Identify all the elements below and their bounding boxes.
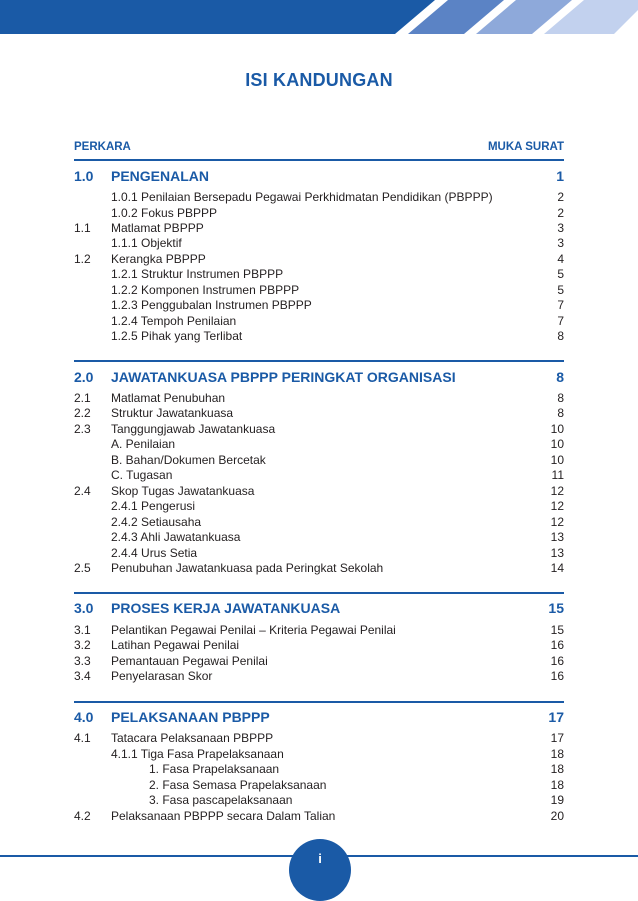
row-page: 18 bbox=[550, 747, 564, 761]
section-title: JAWATANKUASA PBPPP PERINGKAT ORGANISASI bbox=[111, 369, 456, 385]
row-number: 2.1 bbox=[74, 391, 91, 405]
section-number: 1.0 bbox=[74, 168, 94, 184]
row-label: Struktur Jawatankuasa bbox=[111, 406, 234, 420]
toc-row bbox=[0, 437, 638, 452]
row-label: 1.0.2 Fokus PBPPP bbox=[111, 206, 218, 220]
row-page: 10 bbox=[550, 453, 564, 467]
toc-row bbox=[0, 793, 638, 808]
row-page: 3 bbox=[557, 221, 564, 235]
row-number: 2.2 bbox=[74, 406, 91, 420]
toc-row bbox=[0, 468, 638, 483]
page-title: ISI KANDUNGAN bbox=[245, 70, 393, 90]
section-number: 2.0 bbox=[74, 369, 94, 385]
row-label: Matlamat PBPPP bbox=[111, 221, 204, 235]
toc-row bbox=[0, 391, 638, 406]
row-page: 13 bbox=[550, 546, 564, 560]
row-number: 2.3 bbox=[74, 422, 91, 436]
toc-row bbox=[0, 546, 638, 561]
row-page: 8 bbox=[557, 406, 564, 420]
row-number: 1.1 bbox=[74, 221, 91, 235]
row-number: 2.5 bbox=[74, 561, 91, 575]
row-label: 2.4.1 Pengerusi bbox=[111, 499, 196, 513]
toc-row bbox=[0, 654, 638, 669]
page-number: i bbox=[318, 851, 322, 866]
row-page: 10 bbox=[550, 437, 564, 451]
row-label: Tanggungjawab Jawatankuasa bbox=[111, 422, 276, 436]
row-number: 3.4 bbox=[74, 669, 91, 683]
row-page: 12 bbox=[550, 515, 564, 529]
row-label: 3. Fasa pascapelaksanaan bbox=[149, 793, 293, 807]
row-page: 16 bbox=[550, 638, 564, 652]
header-banner bbox=[0, 0, 638, 34]
row-page: 12 bbox=[550, 484, 564, 498]
row-page: 2 bbox=[557, 190, 564, 204]
divider bbox=[74, 592, 564, 594]
row-label: Pelaksanaan PBPPP secara Dalam Talian bbox=[111, 809, 336, 823]
toc-row bbox=[0, 283, 638, 298]
row-label: 1.2.3 Penggubalan Instrumen PBPPP bbox=[111, 298, 312, 312]
toc-row bbox=[0, 638, 638, 653]
row-page: 13 bbox=[550, 530, 564, 544]
row-page: 15 bbox=[550, 623, 564, 637]
divider bbox=[74, 701, 564, 703]
row-page: 2 bbox=[557, 206, 564, 220]
row-label: Pelantikan Pegawai Penilai – Kriteria Pegawai Penilai bbox=[111, 623, 396, 637]
row-page: 8 bbox=[557, 391, 564, 405]
row-label: 1.2.1 Struktur Instrumen PBPPP bbox=[111, 267, 284, 281]
row-page: 4 bbox=[557, 252, 564, 266]
row-number: 4.2 bbox=[74, 809, 91, 823]
row-page: 7 bbox=[557, 298, 564, 312]
row-number: 3.1 bbox=[74, 623, 91, 637]
row-label: C. Tugasan bbox=[111, 468, 173, 482]
row-page: 7 bbox=[557, 314, 564, 328]
toc-row bbox=[0, 236, 638, 251]
divider bbox=[74, 360, 564, 362]
toc-row bbox=[0, 252, 638, 267]
row-label: Skop Tugas Jawatankuasa bbox=[111, 484, 255, 498]
row-page: 12 bbox=[550, 499, 564, 513]
toc-row bbox=[0, 731, 638, 746]
row-page: 5 bbox=[557, 283, 564, 297]
toc-row bbox=[0, 298, 638, 313]
row-label: 2.4.3 Ahli Jawatankuasa bbox=[111, 530, 241, 544]
toc-row bbox=[0, 329, 638, 344]
toc-row bbox=[0, 314, 638, 329]
row-page: 17 bbox=[550, 731, 564, 745]
divider bbox=[74, 159, 564, 161]
row-number: 3.2 bbox=[74, 638, 91, 652]
row-label: Penubuhan Jawatankuasa pada Peringkat Sekolah bbox=[111, 561, 384, 575]
section-page: 17 bbox=[548, 709, 564, 725]
row-label: 2.4.4 Urus Setia bbox=[111, 546, 198, 560]
toc-row bbox=[0, 530, 638, 545]
row-page: 5 bbox=[557, 267, 564, 281]
row-page: 3 bbox=[557, 236, 564, 250]
row-label: Latihan Pegawai Penilai bbox=[111, 638, 240, 652]
toc-row bbox=[0, 762, 638, 777]
row-number: 3.3 bbox=[74, 654, 91, 668]
row-page: 19 bbox=[550, 793, 564, 807]
toc-row bbox=[0, 669, 638, 684]
row-page: 10 bbox=[550, 422, 564, 436]
row-label: Pemantauan Pegawai Penilai bbox=[111, 654, 268, 668]
row-page: 14 bbox=[550, 561, 564, 575]
toc-row bbox=[0, 221, 638, 236]
section-number: 3.0 bbox=[74, 600, 94, 616]
section-page: 15 bbox=[548, 600, 564, 616]
toc-row bbox=[0, 484, 638, 499]
row-label: 1.2.4 Tempoh Penilaian bbox=[111, 314, 237, 328]
row-label: Penyelarasan Skor bbox=[111, 669, 213, 683]
toc-row bbox=[0, 453, 638, 468]
row-page: 16 bbox=[550, 654, 564, 668]
toc-row bbox=[0, 623, 638, 638]
row-label: 2. Fasa Semasa Prapelaksanaan bbox=[149, 778, 327, 792]
column-header-perkara: PERKARA bbox=[74, 141, 131, 153]
row-label: 1. Fasa Prapelaksanaan bbox=[149, 762, 280, 776]
row-label: B. Bahan/Dokumen Bercetak bbox=[111, 453, 266, 467]
toc-row bbox=[0, 267, 638, 282]
row-page: 8 bbox=[557, 329, 564, 343]
row-label: Kerangka PBPPP bbox=[111, 252, 206, 266]
column-header-muka-surat: MUKA SURAT bbox=[487, 141, 564, 153]
section-page: 1 bbox=[556, 168, 564, 184]
row-label: 1.1.1 Objektif bbox=[111, 236, 182, 250]
row-page: 18 bbox=[550, 762, 564, 776]
row-page: 20 bbox=[550, 809, 564, 823]
toc-row bbox=[0, 809, 638, 824]
row-page: 11 bbox=[551, 468, 564, 482]
toc-row bbox=[0, 206, 638, 221]
section-page: 8 bbox=[556, 369, 564, 385]
row-label: 1.2.2 Komponen Instrumen PBPPP bbox=[111, 283, 300, 297]
row-number: 1.2 bbox=[74, 252, 91, 266]
section-title: PELAKSANAAN PBPPP bbox=[111, 709, 270, 725]
row-number: 4.1 bbox=[74, 731, 91, 745]
section-number: 4.0 bbox=[74, 709, 94, 725]
row-label: 1.0.1 Penilaian Bersepadu Pegawai Perkhidmatan Pendidikan (PBPPP) bbox=[111, 190, 493, 204]
toc-row bbox=[0, 747, 638, 762]
row-label: Matlamat Penubuhan bbox=[111, 391, 226, 405]
toc-row bbox=[0, 190, 638, 205]
toc-row bbox=[0, 406, 638, 421]
row-label: 2.4.2 Setiausaha bbox=[111, 515, 202, 529]
toc-row bbox=[0, 778, 638, 793]
section-title: PENGENALAN bbox=[111, 168, 210, 184]
row-number: 2.4 bbox=[74, 484, 91, 498]
toc-row bbox=[0, 422, 638, 437]
toc-row bbox=[0, 561, 638, 576]
toc-row bbox=[0, 499, 638, 514]
section-title: PROSES KERJA JAWATANKUASA bbox=[111, 600, 341, 616]
row-label: 1.2.5 Pihak yang Terlibat bbox=[111, 329, 243, 343]
row-label: 4.1.1 Tiga Fasa Prapelaksanaan bbox=[111, 747, 284, 761]
row-label: Tatacara Pelaksanaan PBPPP bbox=[111, 731, 274, 745]
toc-row bbox=[0, 515, 638, 530]
row-page: 16 bbox=[550, 669, 564, 683]
row-page: 18 bbox=[550, 778, 564, 792]
row-label: A. Penilaian bbox=[111, 437, 176, 451]
